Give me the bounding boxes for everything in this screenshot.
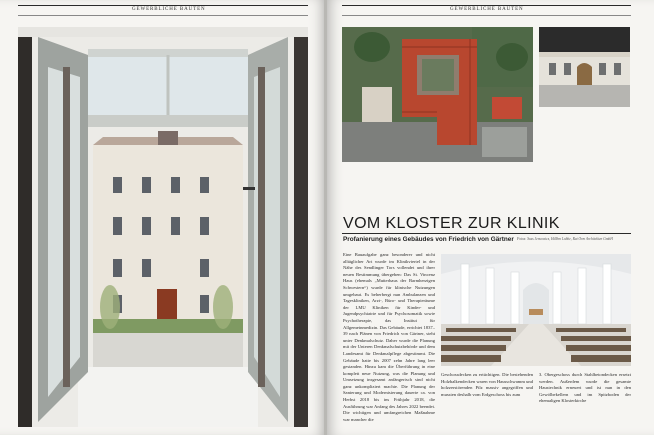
courtyard-window-photo <box>18 27 308 427</box>
body-column-2: Geschossdecken zu ertüchtigen. Die bestehenden Holzbalkendecken waren von Hausschwamm und holzzerstörenden Pilz massiv angegriffen und mussten deshalb vom Erdgeschoss bis zum <box>441 372 533 397</box>
left-page <box>0 0 326 435</box>
right-header-label: GEWERBLICHE BAUTEN <box>450 7 524 12</box>
header-rule-right <box>342 5 631 6</box>
body-column-3: 3. Obergeschoss durch Stahlbetondecken ersetzt werden. Außerdem wurde die gesamte Haustechnik erneuert und ist nun in den Gewölbekellern und im Spitzboden der ehemaligen Klosterkirche <box>539 372 631 404</box>
facade-illustration <box>539 27 630 107</box>
left-header-label: GEWERBLICHE BAUTEN <box>132 7 206 12</box>
header-rule <box>18 5 308 6</box>
hall-photo <box>441 254 631 366</box>
body-column-1: Eine Bauaufgabe ganz besonderer und nicht alltäglicher Art wurde im Klinikviertel in der Nähe des Sendlinger Tors vollendet und ihrer neuen Bestimmung übergeben: Das St. Vincenz Haus (ehemals „Mutterhaus der Barmherzigen Schwestern“) wurde für klinische Nutzungen umgebaut. Es beherbergt nun Ambulanzen und Tageskliniken, Arzt-, Büro- und Therapieräume der LMU Kliniken für Kinder- und Jugendpsychiatrie und für Psychosomatik sowie Psychotherapie, das Institut für Allgemeinmedizin. Das Gebäude, errichtet 1837–39 nach Plänen von Friedrich von Gärtner, steht unter Denkmalschutz. Daher wurde die Planung mit der Unteren Denkmalschutzbehörde und dem Landesamt für Denkmalpflege abgestimmt. Die Gebäude hatte bis 2007 zehn Jahre lang leer gestanden. Hinzu kam die Überführung in eine komplett neue Nutzung, was die Planung und Umsetzung insgesamt anfängerisch sind nicht ganz unkompliziert machte. Die Planung der Sanierung und Modernisierung dauerte ca. von Herbst 2018 bis ins Frühjahr 2018, die Ausführung war Anfang des Jahres 2022 beendet. Die wichtigen und umfangreichen Maßnahme war mancher die <box>343 252 435 422</box>
aerial-photo <box>342 27 533 162</box>
photo-credits: Fotos: Suss Jensowicz, Hillbm Lobbe, Rat Orm Architekten GmbH <box>517 237 613 241</box>
article-title: VOM KLOSTER ZUR KLINIK <box>343 215 560 232</box>
header-underline-right <box>342 15 631 16</box>
title-rule <box>342 233 631 234</box>
header-underline <box>18 15 308 16</box>
hall-illustration <box>441 254 631 366</box>
aerial-illustration <box>342 27 533 162</box>
right-page <box>327 0 654 435</box>
article-subtitle: Profanierung eines Gebäudes von Friedrich von Gärtner <box>343 236 514 243</box>
facade-photo <box>539 27 630 107</box>
courtyard-window-illustration <box>18 27 308 427</box>
